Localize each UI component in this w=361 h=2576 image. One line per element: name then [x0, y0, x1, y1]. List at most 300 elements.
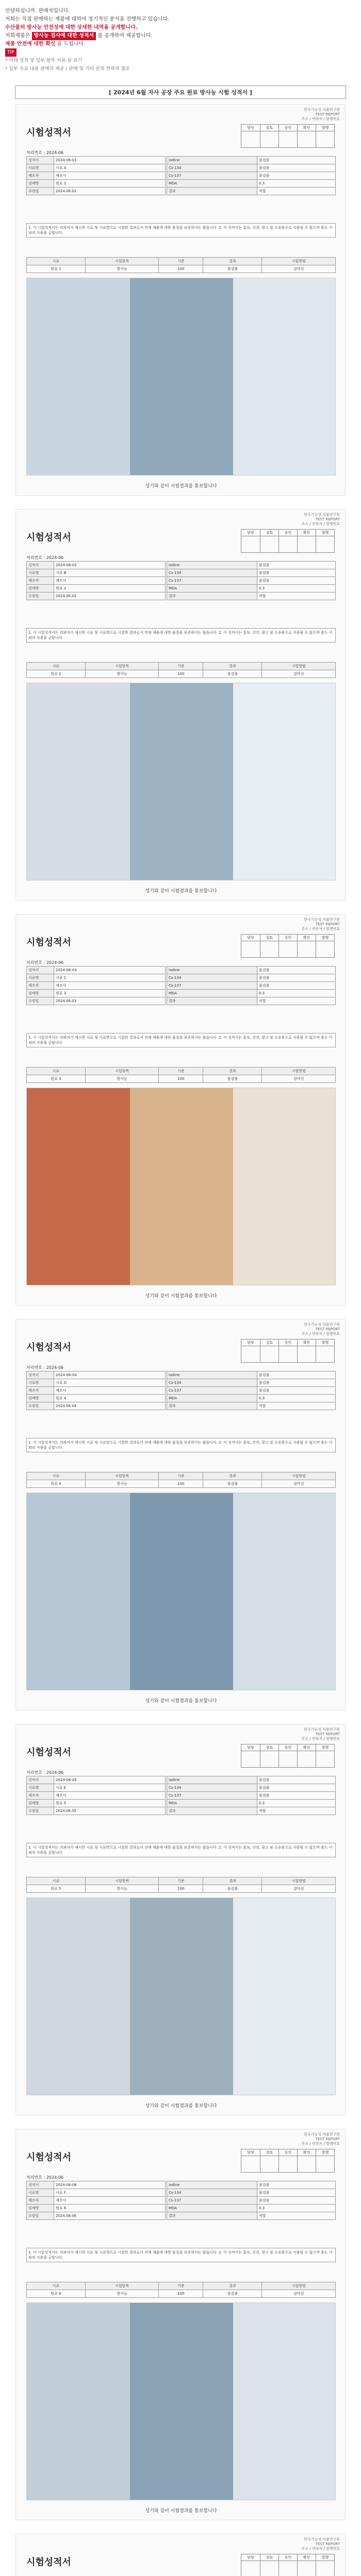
table-value: 불검출	[257, 974, 335, 982]
table-value: 시료 C	[54, 974, 166, 982]
cert-summary-table	[26, 257, 336, 273]
table-row	[27, 265, 336, 273]
stamp-cell	[278, 1340, 297, 1362]
table-cell: 원료 3	[27, 1075, 86, 1083]
stamp-label: 담당	[241, 125, 260, 131]
sample-photo	[26, 1088, 336, 1285]
stamp-cell	[278, 2149, 297, 2172]
certificate-card	[15, 2534, 346, 2576]
table-row	[167, 1776, 336, 1784]
table-row	[27, 1387, 166, 1395]
cert-header	[302, 108, 340, 122]
cert-header	[302, 918, 340, 931]
sample-photo-right	[233, 1088, 336, 1285]
signature	[316, 131, 334, 147]
signature	[279, 1346, 297, 1362]
signature	[260, 1751, 278, 1767]
cert-header-line: 주소 / 연락처 / 발행번호	[301, 2142, 340, 2146]
table-row	[27, 2212, 166, 2220]
table-row	[167, 1800, 336, 1807]
stamp-label: 발행	[316, 2149, 334, 2156]
table-cell: 감마선	[262, 2290, 336, 2298]
table-cell: 100	[159, 1480, 203, 1488]
table-cell: 감마선	[262, 1075, 336, 1083]
sample-photo	[26, 2302, 336, 2500]
stamp-label: 발행	[316, 2554, 334, 2561]
table-value: 시료 B	[54, 569, 166, 577]
cert-header-line: TEST REPORT	[315, 2137, 340, 2141]
signature	[241, 131, 260, 147]
table-label: 성적서	[27, 2181, 54, 2189]
sample-photo-right	[233, 683, 336, 880]
table-value: 불검출	[257, 569, 335, 577]
table-label: 검체명	[27, 180, 54, 188]
sample-photo-center	[130, 278, 233, 476]
table-label: MDA	[167, 1800, 257, 1807]
sample-photo	[26, 1897, 336, 2095]
signature	[316, 536, 334, 552]
cert-result-table	[167, 561, 336, 600]
certificate-card	[15, 1724, 346, 2115]
stamp-label: 발행	[316, 935, 334, 941]
stamp-label: 승인	[279, 935, 297, 941]
table-row	[167, 1807, 336, 1815]
approval-stamp-box	[241, 124, 335, 148]
table-cell: 불검출	[203, 1075, 262, 1083]
signature	[298, 1751, 316, 1767]
cert-summary-table	[26, 1067, 336, 1083]
table-value: 0.3	[257, 585, 335, 592]
table-header-row	[27, 663, 336, 670]
table-label: 제조자	[27, 577, 54, 585]
signature	[260, 536, 278, 552]
table-value: 2024.06.05	[54, 1807, 166, 1815]
table-row	[27, 982, 166, 990]
stamp-cell	[297, 125, 316, 147]
table-value: 시료 D	[54, 1379, 166, 1387]
table-header: 기준	[159, 258, 203, 265]
table-label: 시료명	[27, 2189, 54, 2197]
table-label: Iodine	[167, 967, 257, 974]
table-header: 결과	[203, 663, 262, 670]
signature	[298, 1346, 316, 1362]
sample-photo-left	[27, 683, 130, 880]
table-row	[167, 180, 336, 188]
table-label: 검체명	[27, 990, 54, 997]
stamp-cell	[241, 125, 260, 147]
table-label: 시료명	[27, 974, 54, 982]
cert-title: 시험성적서	[26, 1747, 71, 1758]
table-label: Cs-137	[167, 1792, 257, 1800]
table-value: 시료 F	[54, 2189, 166, 2197]
table-value: 0.3	[257, 2205, 335, 2212]
table-header: 시험방법	[262, 1877, 336, 1885]
table-row	[27, 1379, 166, 1387]
stamp-cell	[316, 2149, 334, 2172]
table-row	[27, 569, 166, 577]
table-value: 제조사	[54, 982, 166, 990]
intro-text: 를 공개하여 제공합니다.	[97, 33, 153, 39]
table-row	[167, 2189, 336, 2197]
stamp-label: 발행	[316, 1744, 334, 1751]
table-value: 0.3	[257, 990, 335, 997]
signature	[298, 2561, 316, 2576]
table-row	[167, 2181, 336, 2189]
stamp-label: 검토	[260, 530, 278, 536]
cert-sub: 처리번호 : 2024-06	[26, 2175, 64, 2180]
stamp-cell	[260, 2149, 278, 2172]
sample-photo-left	[27, 1088, 130, 1285]
table-value: 제조사	[54, 577, 166, 585]
table-label: 시료명	[27, 569, 54, 577]
stamp-label: 확인	[298, 1744, 316, 1751]
table-label: 수령일	[27, 2212, 54, 2220]
cert-header-line: 주소 / 연락처 / 발행번호	[301, 1737, 340, 1741]
table-label: Iodine	[167, 562, 257, 569]
table-cell: 감마선	[262, 670, 336, 678]
table-header-row	[27, 1472, 336, 1480]
stamp-cell	[241, 1340, 260, 1362]
stamp-cell	[241, 530, 260, 552]
table-label: Cs-137	[167, 2197, 257, 2205]
stamp-label: 검토	[260, 1340, 278, 1346]
signature	[279, 941, 297, 957]
stamp-cell	[278, 2554, 297, 2576]
cert-header	[302, 513, 340, 527]
cert-notes: 1. 이 시험성적서는 의뢰자가 제시한 시료 및 시료명으로 시험한 결과로서 전체 제품에 대한 품질을 보증하지는 않습니다. 2. 이 성적서는 홍보, 선전, 광고 및 소송용으로 사용될 수 없으며 용도 이외의 사용을 금합니다.	[26, 223, 336, 238]
table-value: 원료 5	[54, 1800, 166, 1807]
table-value: 2024-06-04	[54, 1371, 166, 1379]
cert-header-line: TEST REPORT	[315, 1732, 340, 1736]
cert-result-table	[167, 966, 336, 1005]
cert-title: 시험성적서	[26, 532, 71, 543]
intro-greeting: 안녕하십니까. 판매자입니다.	[5, 8, 70, 14]
table-value: 적합	[257, 592, 335, 600]
table-header: 시료	[27, 663, 86, 670]
signature	[241, 536, 260, 552]
table-value: 0.3	[257, 1800, 335, 1807]
signature	[316, 1346, 334, 1362]
cert-caption: 성기와 같이 시험결과를 통보합니다	[145, 2509, 217, 2514]
table-row	[167, 164, 336, 172]
table-header: 시험방법	[262, 1067, 336, 1075]
table-row	[167, 2205, 336, 2212]
table-cell: 불검출	[203, 265, 262, 273]
table-row	[27, 997, 166, 1005]
table-header: 기준	[159, 1067, 203, 1075]
cert-caption: 성기와 같이 시험결과를 통보합니다	[145, 889, 217, 894]
table-row	[167, 585, 336, 592]
stamp-label: 확인	[298, 2554, 316, 2561]
signature	[279, 2156, 297, 2172]
stamp-cell	[241, 2149, 260, 2172]
table-label: Cs-137	[167, 577, 257, 585]
table-label: MDA	[167, 585, 257, 592]
table-label: MDA	[167, 1395, 257, 1402]
stamp-cell	[260, 935, 278, 957]
table-row	[167, 967, 336, 974]
sample-photo-center	[130, 1898, 233, 2095]
table-value: 2024-06-01	[54, 157, 166, 164]
approval-stamp-box	[241, 934, 335, 958]
table-cell: 원료 5	[27, 1885, 86, 1893]
cert-summary-table	[26, 2282, 336, 2298]
cert-caption: 성기와 같이 시험결과를 통보합니다	[145, 1294, 217, 1299]
signature	[316, 2156, 334, 2172]
table-label: 시료명	[27, 1379, 54, 1387]
cert-title: 시험성적서	[26, 937, 71, 948]
stamp-cell	[316, 1744, 334, 1767]
table-value: 불검출	[257, 172, 335, 180]
table-row	[167, 997, 336, 1005]
table-row	[27, 1807, 166, 1815]
stamp-cell	[278, 125, 297, 147]
stamp-label: 승인	[279, 2554, 297, 2561]
stamp-label: 검토	[260, 935, 278, 941]
table-label: 시료명	[27, 1784, 54, 1792]
cert-notes: 1. 이 시험성적서는 의뢰자가 제시한 시료 및 시료명으로 시험한 결과로서 전체 제품에 대한 품질을 보증하지는 않습니다. 2. 이 성적서는 홍보, 선전, 광고 및 소송용으로 사용될 수 없으며 용도 이외의 사용을 금합니다.	[26, 1033, 336, 1047]
table-value: 2024-06-02	[54, 562, 166, 569]
table-row	[27, 2181, 166, 2189]
sample-photo-right	[233, 2303, 336, 2500]
table-value: 적합	[257, 1402, 335, 1410]
sample-photo-left	[27, 2303, 130, 2500]
cert-header-line: TEST REPORT	[315, 2542, 340, 2546]
cert-header-line: TEST REPORT	[315, 1327, 340, 1331]
cert-header	[302, 1727, 340, 1741]
table-row	[27, 562, 166, 569]
table-row	[167, 592, 336, 600]
sample-photo-right	[233, 278, 336, 476]
table-value: 불검출	[257, 1387, 335, 1395]
table-label: 제조자	[27, 2197, 54, 2205]
stamp-cell	[241, 935, 260, 957]
cert-sub: 처리번호 : 2024-06	[26, 150, 64, 155]
table-value: 2024-06-03	[54, 967, 166, 974]
approval-stamp-box	[241, 2554, 335, 2576]
signature	[260, 131, 278, 147]
table-value: 불검출	[257, 2181, 335, 2189]
stamp-label: 담당	[241, 530, 260, 536]
table-row	[167, 974, 336, 982]
table-label: Cs-134	[167, 164, 257, 172]
stamp-label: 승인	[279, 530, 297, 536]
stamp-label: 승인	[279, 1340, 297, 1346]
table-label: MDA	[167, 2205, 257, 2212]
stamp-label: 검토	[260, 125, 278, 131]
stamp-cell	[316, 530, 334, 552]
cert-caption: 성기와 같이 시험결과를 통보합니다	[145, 484, 217, 489]
sample-photo-center	[130, 683, 233, 880]
stamp-cell	[241, 1744, 260, 1767]
table-value: 적합	[257, 1807, 335, 1815]
intro-tip	[5, 48, 356, 57]
table-row	[27, 577, 166, 585]
stamp-cell	[297, 530, 316, 552]
stamp-cell	[278, 1744, 297, 1767]
sample-photo	[26, 1493, 336, 1690]
table-header: 결과	[203, 258, 262, 265]
table-header-row	[27, 2282, 336, 2290]
table-label: 검체명	[27, 2205, 54, 2212]
table-label: 수령일	[27, 188, 54, 195]
certificate-card	[15, 509, 346, 901]
cert-header-line: TEST REPORT	[315, 922, 340, 926]
table-header: 시료	[27, 2282, 86, 2290]
table-cell: 불검출	[203, 670, 262, 678]
table-label: 수령일	[27, 997, 54, 1005]
stamp-cell	[297, 2554, 316, 2576]
table-header: 시험항목	[85, 258, 159, 265]
table-row	[167, 1387, 336, 1395]
table-row	[167, 2212, 336, 2220]
cert-info-table	[26, 1776, 166, 1815]
table-row	[167, 990, 336, 997]
certificate-list	[0, 104, 361, 2576]
cert-header-line: 한국기능성 식품연구원	[304, 513, 340, 517]
table-label: Iodine	[167, 157, 257, 164]
table-header: 시료	[27, 258, 86, 265]
signature	[316, 1751, 334, 1767]
table-row	[27, 1395, 166, 1402]
cert-info-table	[26, 1371, 166, 1410]
sample-photo-left	[27, 1898, 130, 2095]
stamp-label: 검토	[260, 1744, 278, 1751]
table-label: 성적서	[27, 562, 54, 569]
table-row	[167, 2197, 336, 2205]
table-row	[167, 1402, 336, 1410]
table-row	[27, 164, 166, 172]
certificate-card	[15, 104, 346, 496]
table-row	[167, 1792, 336, 1800]
cert-result-table	[167, 156, 336, 195]
table-label: Cs-134	[167, 1784, 257, 1792]
table-row	[167, 569, 336, 577]
table-label: 수령일	[27, 1807, 54, 1815]
table-label: Iodine	[167, 1371, 257, 1379]
table-cell: 감마선	[262, 265, 336, 273]
stamp-cell	[260, 530, 278, 552]
stamp-label: 담당	[241, 935, 260, 941]
table-label: 결과	[167, 1402, 257, 1410]
signature	[279, 2561, 297, 2576]
table-cell: 방사능	[85, 2290, 159, 2298]
table-row	[27, 172, 166, 180]
cert-header-line: 한국기능성 식품연구원	[304, 1727, 340, 1732]
certificate-card	[15, 2129, 346, 2520]
table-row	[27, 967, 166, 974]
table-label: 수령일	[27, 1402, 54, 1410]
table-value: 적합	[257, 2212, 335, 2220]
cert-info-table	[26, 2181, 166, 2220]
tip-tag: TIP	[5, 48, 17, 57]
table-value: 제조사	[54, 2197, 166, 2205]
signature	[241, 1346, 260, 1362]
sample-photo-left	[27, 1493, 130, 1690]
cert-notes: 1. 이 시험성적서는 의뢰자가 제시한 시료 및 시료명으로 시험한 결과로서 전체 제품에 대한 품질을 보증하지는 않습니다. 2. 이 성적서는 홍보, 선전, 광고 및 소송용으로 사용될 수 없으며 용도 이외의 사용을 금합니다.	[26, 1438, 336, 1452]
table-value: 원료 2	[54, 585, 166, 592]
table-cell: 불검출	[203, 1885, 262, 1893]
sample-photo-center	[130, 1493, 233, 1690]
intro-line: 저희는 직접 판매하는 제품에 대하여 정기적인 분석을 진행하고 있습니다.	[5, 16, 170, 22]
signature	[241, 2561, 260, 2576]
signature	[260, 941, 278, 957]
report-section-title: [ 2024년 6월 자사 공장 주요 원료 방사능 시험 성적서 ]	[15, 86, 346, 99]
table-cell: 원료 4	[27, 1480, 86, 1488]
table-row	[27, 1792, 166, 1800]
table-cell: 방사능	[85, 1480, 159, 1488]
stamp-cell	[297, 1744, 316, 1767]
cert-header-line: 주소 / 연락처 / 발행번호	[301, 117, 340, 121]
table-value: 불검출	[257, 967, 335, 974]
cert-info-table	[26, 966, 166, 1005]
stamp-label: 확인	[298, 2149, 316, 2156]
stamp-cell	[260, 2554, 278, 2576]
cert-title: 시험성적서	[26, 1342, 71, 1353]
stamp-label: 담당	[241, 2149, 260, 2156]
table-value: 불검출	[257, 164, 335, 172]
signature	[241, 941, 260, 957]
sample-photo	[26, 278, 336, 476]
table-value: 0.3	[257, 180, 335, 188]
signature	[241, 2156, 260, 2172]
table-value: 불검출	[257, 1792, 335, 1800]
table-row	[167, 1395, 336, 1402]
table-cell: 100	[159, 1075, 203, 1083]
table-cell: 100	[159, 1885, 203, 1893]
signature	[298, 941, 316, 957]
table-value: 불검출	[257, 1776, 335, 1784]
table-row	[167, 172, 336, 180]
cert-header	[302, 2537, 340, 2551]
table-header: 기준	[159, 1877, 203, 1885]
sample-photo-right	[233, 1898, 336, 2095]
signature	[260, 2156, 278, 2172]
table-label: 시료명	[27, 164, 54, 172]
table-row	[27, 1776, 166, 1784]
table-header: 시료	[27, 1067, 86, 1075]
table-label: Iodine	[167, 2181, 257, 2189]
cert-summary-table	[26, 1877, 336, 1893]
cert-caption: 성기와 같이 시험결과를 통보합니다	[145, 2104, 217, 2109]
table-row	[167, 157, 336, 164]
table-row	[27, 188, 166, 195]
table-row	[27, 2189, 166, 2197]
table-header: 시험방법	[262, 2282, 336, 2290]
table-row	[27, 2290, 336, 2298]
stamp-label: 승인	[279, 2149, 297, 2156]
table-label: 제조자	[27, 1387, 54, 1395]
table-label: 성적서	[27, 1371, 54, 1379]
cert-header	[302, 2132, 340, 2146]
approval-stamp-box	[241, 1339, 335, 1363]
table-value: 원료 4	[54, 1395, 166, 1402]
approval-stamp-box	[241, 529, 335, 553]
cert-header-line: TEST REPORT	[315, 112, 340, 116]
table-row	[27, 990, 166, 997]
certificate-card	[15, 914, 346, 1306]
table-row	[27, 157, 166, 164]
cert-header-line: 한국기능성 식품연구원	[304, 2132, 340, 2137]
table-row	[27, 1075, 336, 1083]
table-header: 시료	[27, 1472, 86, 1480]
table-row	[27, 592, 166, 600]
cert-caption: 성기와 같이 시험결과를 통보합니다	[145, 1699, 217, 1704]
intro-badge: 방사능 검사에 대한 성적서	[32, 32, 96, 40]
stamp-label: 확인	[298, 530, 316, 536]
table-cell: 100	[159, 670, 203, 678]
cert-sub: 처리번호 : 2024-06	[26, 1770, 64, 1775]
